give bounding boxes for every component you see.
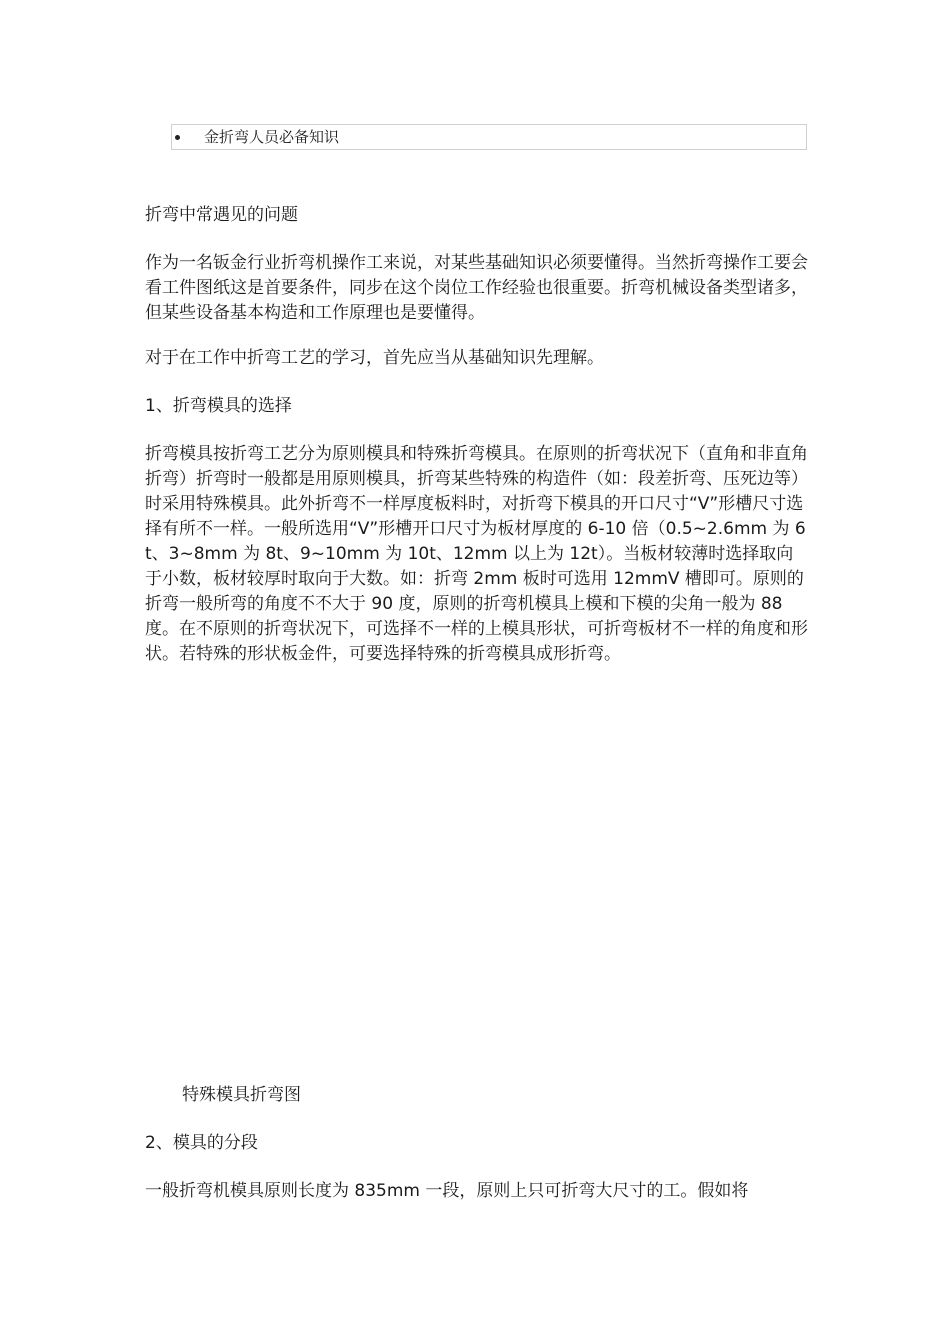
mold-segments-paragraph: 一般折弯机模具原则长度为 835mm 一段，原则上只可折弯大尺寸的工。假如将 <box>145 1181 749 1201</box>
heading-mold-selection: 1、折弯模具的选择 <box>145 396 292 416</box>
intro-paragraph: 作为一名钣金行业折弯机操作工来说，对某些基础知识必须要懂得。当然折弯操作工要会看工件图纸这是首要条件，同步在这个岗位工作经验也很重要。折弯机械设备类型诸多，但某些设备基本构造和工作原理也是要懂得。 <box>145 253 808 323</box>
mold-selection-paragraph: 折弯模具按折弯工艺分为原则模具和特殊折弯模具。在原则的折弯状况下（直角和非直角折弯）折弯时一般都是用原则模具，折弯某些特殊的构造件（如：段差折弯、压死边等）时采用特殊模具。此外折弯不一样厚度板料时，对折弯下模具的开口尺寸“V”形槽尺寸选择有所不一样。一般所选用“V”形槽开口尺寸为板材厚度的 6-10 倍（0.5~2.6mm 为 6t、3~8mm 为 8t、9~10mm 为 10t、12mm 以上为 12t）。当板材较薄时选择取向于小数，板材较厚时取向于大数。如：折弯 2mm 板时可选用 12mmV 槽即可。原则的折弯一般所弯的角度不不大于 90 度，原则的折弯机模具上模和下模的尖角一般为 88 度。在不原则的折弯状况下，可选择不一样的上模具形状，可折弯板材不一样的角度和形状。若特殊的形状板金件，可要选择特殊的折弯模具成形折弯。 <box>145 444 808 664</box>
figure-caption: 特殊模具折弯图 <box>182 1085 301 1105</box>
section-title: 折弯中常遇见的问题 <box>145 205 298 225</box>
heading-mold-segments: 2、模具的分段 <box>145 1133 258 1153</box>
bullet-dot-icon <box>175 135 180 140</box>
intro-paragraph-2: 对于在工作中折弯工艺的学习，首先应当从基础知识先理解。 <box>145 348 604 368</box>
bullet-item <box>171 124 807 150</box>
bullet-text: 金折弯人员必备知识 <box>204 128 340 146</box>
